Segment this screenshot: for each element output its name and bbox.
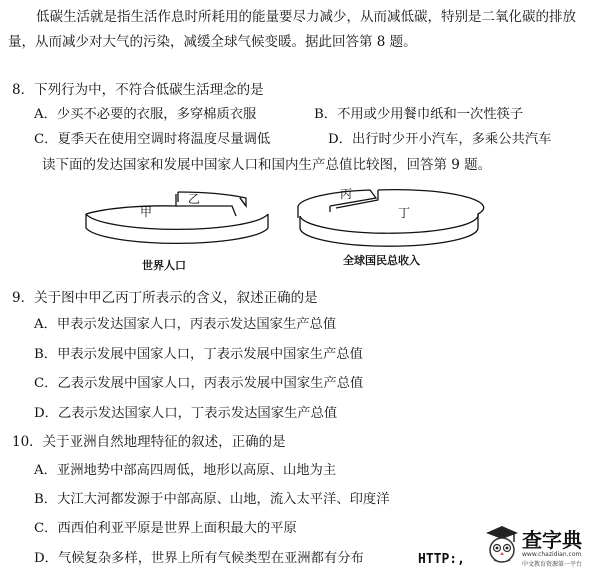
q10-stem: 10．关于亚洲自然地理特征的叙述，正确的是 [12, 434, 286, 450]
right-pie-caption: 全球国民总收入 [343, 254, 420, 267]
watermark-title: 查字典 [522, 528, 582, 552]
q10-option-d: D．气候复杂多样，世界上所有气候类型在亚洲都有分布 [34, 551, 364, 566]
right-pie-label-ding: 丁 [398, 206, 411, 220]
graduate-owl-icon [484, 524, 520, 566]
q10-option-a: A．亚洲地势中部高四周低，地形以高原、山地为主 [34, 463, 337, 478]
right-pie-label-bing: 丙 [340, 187, 353, 201]
q8-option-c: C．夏季天在使用空调时将温度尽量调低 [34, 132, 271, 147]
q8-option-d: D．出行时少开小汽车，多乘公共汽车 [328, 132, 552, 147]
left-pie-label-yi: 乙 [188, 192, 201, 206]
q8-stem: 8．下列行为中，不符合低碳生活理念的是 [12, 82, 264, 98]
watermark-subtitle: 中文教育资源第一平台 [522, 561, 583, 568]
q9-option-d: D．乙表示发达国家人口，丁表示发达国家生产总值 [34, 406, 338, 421]
read-prompt: 读下面的发达国家和发展中国家人口和国内生产总值比较图，回答第 9 题。 [42, 157, 492, 173]
q9-option-a: A．甲表示发达国家人口，丙表示发达国家生产总值 [34, 317, 337, 332]
watermark-logo [482, 520, 604, 570]
left-pie-label-jia: 甲 [140, 205, 153, 219]
right-pie [298, 190, 484, 247]
watermark-url: www.chazidian.com [522, 551, 582, 558]
q9-option-b: B．甲表示发展中国家人口，丁表示发展中国家生产总值 [34, 347, 363, 362]
q9-option-c: C．乙表示发展中国家人口，丙表示发展中国家生产总值 [34, 376, 364, 391]
q10-option-c: C．西西伯利亚平原是世界上面积最大的平原 [34, 521, 297, 536]
q8-option-b: B．不用或少用餐巾纸和一次性筷子 [314, 107, 524, 122]
footer-http-text: HTTP:, [418, 552, 465, 567]
left-pie-caption: 世界人口 [142, 259, 186, 272]
comparison-figure [0, 176, 609, 276]
intro-line-1: 低碳生活就是指生活作息时所耗用的能量要尽力减少，从而减低碳，特别是二氧化碳的排放 [36, 9, 576, 25]
q8-option-a: A．少买不必要的衣服，多穿棉质衣服 [34, 107, 257, 122]
q10-option-b: B．大江大河都发源于中部高原、山地，流入太平洋、印度洋 [34, 492, 390, 507]
intro-line-2: 量，从而减少对大气的污染，减缓全球气候变暖。据此回答第 8 题。 [8, 34, 417, 50]
left-pie [86, 192, 268, 243]
q9-stem: 9．关于图中甲乙丙丁所表示的含义，叙述正确的是 [12, 290, 318, 306]
